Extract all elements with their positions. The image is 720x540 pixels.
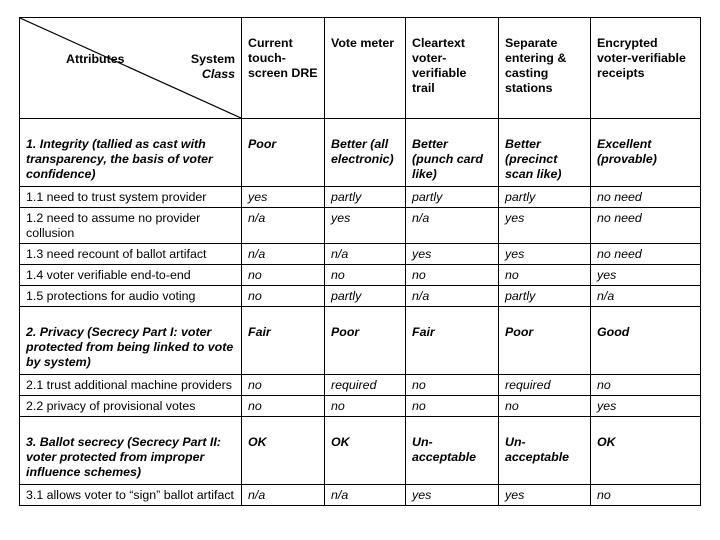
rating-cell: Better (punch card like) (406, 119, 499, 187)
comparison-table (19, 17, 701, 506)
section-row (20, 417, 701, 485)
value-cell: yes (591, 396, 701, 417)
value-cell: required (499, 375, 591, 396)
value-cell: n/a (242, 244, 325, 265)
table-row (20, 485, 701, 506)
column-header: Current touch-screen DRE (242, 18, 325, 119)
value-cell: yes (406, 244, 499, 265)
value-cell: partly (325, 286, 406, 307)
value-cell: no (406, 265, 499, 286)
header-row (20, 18, 701, 119)
section-title: 3. Ballot secrecy (Secrecy Part II: voter protected from improper influence schemes) (20, 417, 242, 485)
value-cell: yes (499, 485, 591, 506)
value-cell: no (242, 396, 325, 417)
rating-cell: OK (325, 417, 406, 485)
value-cell: n/a (242, 208, 325, 244)
value-cell: yes (499, 244, 591, 265)
value-cell: no (406, 375, 499, 396)
row-label: 1.2 need to assume no provider collusion (20, 208, 242, 244)
attributes-label: Attributes (66, 52, 125, 66)
table-row (20, 286, 701, 307)
row-label: 1.5 protections for audio voting (20, 286, 242, 307)
value-cell: n/a (591, 286, 701, 307)
value-cell: yes (325, 208, 406, 244)
section-row (20, 119, 701, 187)
value-cell: yes (591, 265, 701, 286)
rating-cell: Poor (499, 307, 591, 375)
column-header: Vote meter (325, 18, 406, 119)
table-row (20, 187, 701, 208)
value-cell: no (591, 485, 701, 506)
table-row (20, 265, 701, 286)
rating-cell: Better (precinct scan like) (499, 119, 591, 187)
table-row (20, 244, 701, 265)
value-cell: no (242, 265, 325, 286)
value-cell: no (242, 286, 325, 307)
rating-cell: Good (591, 307, 701, 375)
value-cell: partly (499, 187, 591, 208)
corner-header-cell (20, 18, 242, 119)
rating-cell: Un-acceptable (406, 417, 499, 485)
rating-cell: Un-acceptable (499, 417, 591, 485)
value-cell: no need (591, 208, 701, 244)
value-cell: n/a (406, 286, 499, 307)
system-label: System (190, 52, 235, 66)
value-cell: n/a (325, 244, 406, 265)
value-cell: no (325, 396, 406, 417)
column-header: Cleartext voter-verifiable trail (406, 18, 499, 119)
rating-cell: Poor (242, 119, 325, 187)
value-cell: yes (406, 485, 499, 506)
rating-cell: Fair (406, 307, 499, 375)
row-label: 1.1 need to trust system provider (20, 187, 242, 208)
value-cell: no (591, 375, 701, 396)
value-cell: no (499, 265, 591, 286)
value-cell: no (499, 396, 591, 417)
value-cell: partly (406, 187, 499, 208)
value-cell: partly (499, 286, 591, 307)
table-row (20, 208, 701, 244)
system-class-label (191, 52, 235, 82)
value-cell: n/a (242, 485, 325, 506)
value-cell: no (406, 396, 499, 417)
section-row (20, 307, 701, 375)
rating-cell: Better (all electronic) (325, 119, 406, 187)
rating-cell: Excellent (provable) (591, 119, 701, 187)
column-header: Separate entering & casting stations (499, 18, 591, 119)
row-label: 3.1 allows voter to “sign” ballot artifact (20, 485, 242, 506)
rating-cell: OK (242, 417, 325, 485)
section-title: 1. Integrity (tallied as cast with transparency, the basis of voter confidence) (20, 119, 242, 187)
value-cell: yes (499, 208, 591, 244)
table-row (20, 375, 701, 396)
class-label: Class (201, 67, 235, 81)
row-label: 1.4 voter verifiable end-to-end (20, 265, 242, 286)
rating-cell: Fair (242, 307, 325, 375)
value-cell: no need (591, 244, 701, 265)
table-row (20, 396, 701, 417)
value-cell: no (325, 265, 406, 286)
value-cell: no need (591, 187, 701, 208)
rating-cell: OK (591, 417, 701, 485)
value-cell: yes (242, 187, 325, 208)
value-cell: partly (325, 187, 406, 208)
value-cell: n/a (406, 208, 499, 244)
row-label: 2.2 privacy of provisional votes (20, 396, 242, 417)
row-label: 1.3 need recount of ballot artifact (20, 244, 242, 265)
value-cell: no (242, 375, 325, 396)
rating-cell: Poor (325, 307, 406, 375)
value-cell: required (325, 375, 406, 396)
value-cell: n/a (325, 485, 406, 506)
row-label: 2.1 trust additional machine providers (20, 375, 242, 396)
section-title: 2. Privacy (Secrecy Part I: voter protected from being linked to vote by system) (20, 307, 242, 375)
column-header: Encrypted voter-verifiable receipts (591, 18, 701, 119)
